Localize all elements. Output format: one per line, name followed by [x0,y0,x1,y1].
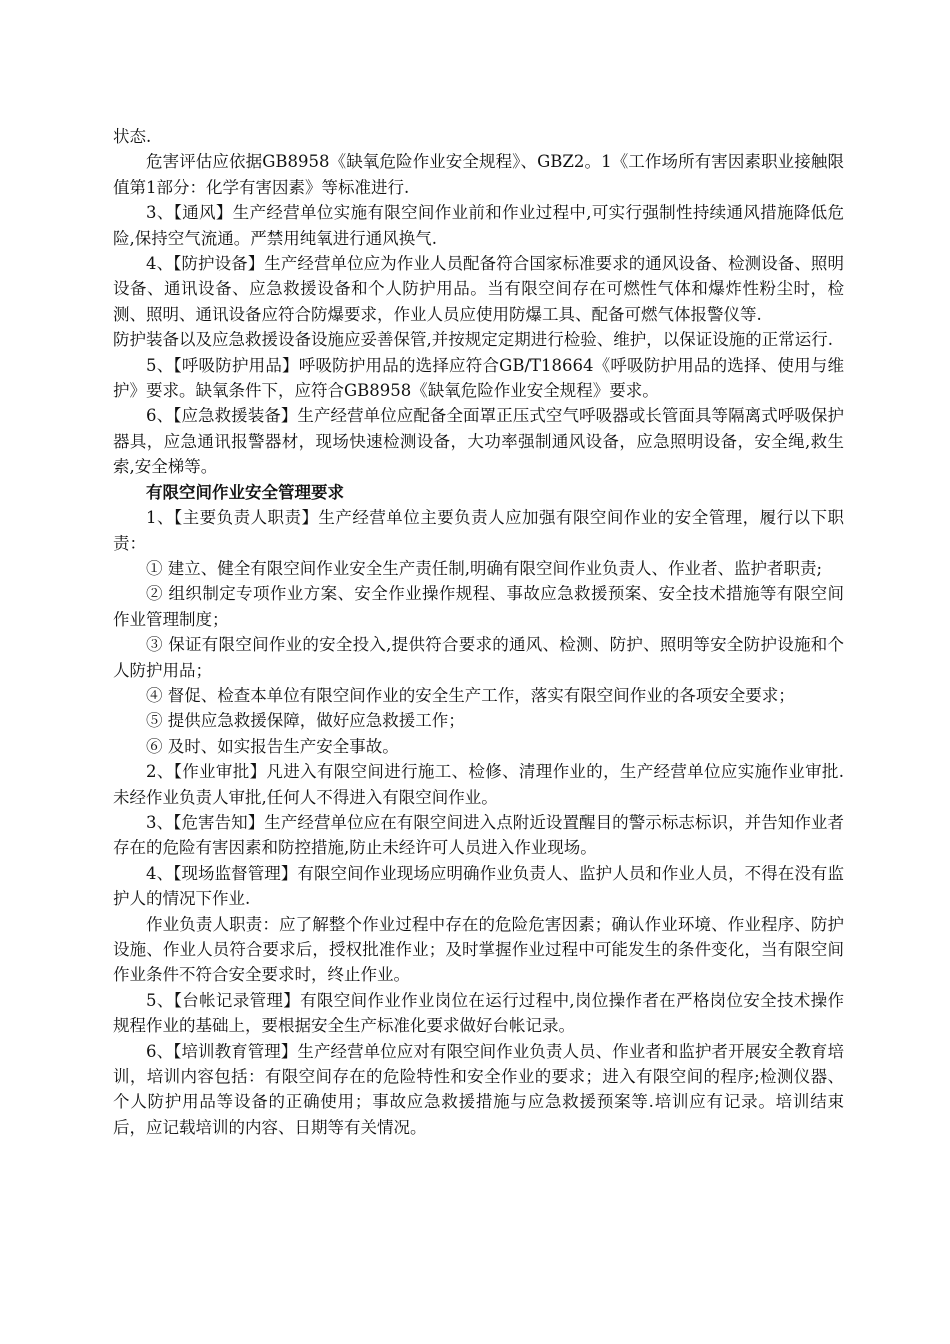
paragraph-hazard-assessment: 危害评估应依据GB8958《缺氧危险作业安全规程》、GBZ2。1《工作场所有害因素职业接触限值第1部分：化学有害因素》等标准进行. [113,152,844,197]
paragraph-equipment-maintenance: 防护装备以及应急救援设备设施应妥善保管,并按规定定期进行检验、维护，以保证设施的正常运行. [113,330,833,350]
paragraph-supervisor-duties: 作业负责人职责：应了解整个作业过程中存在的危险危害因素；确认作业环境、作业程序、防护设施、作业人员符合要求后，授权批准作业；及时掌握作业过程中可能发生的条件变化，当有限空间作业条件不符合安全要求时，终止作业。 [113,914,844,985]
paragraph-site-supervision: 4、【现场监督管理】有限空间作业现场应明确作业负责人、监护人员和作业人员，不得在没有监护人的情况下作业. [113,863,844,909]
paragraph-respiratory-protection: 5、【呼吸防护用品】呼吸防护用品的选择应符合GB/T18664《呼吸防护用品的选择、使用与维护》要求。缺氧条件下，应符合GB8958《缺氧危险作业安全规程》要求。 [113,355,844,401]
paragraph-hazard-notice: 3、【危害告知】生产经营单位应在有限空间进入点附近设置醒目的警示标志标识，并告知作业者存在的危险有害因素和防控措施,防止未经许可人员进入作业现场。 [113,812,844,858]
paragraph-ventilation: 3、【通风】生产经营单位实施有限空间作业前和作业过程中,可实行强制性持续通风措施降低危险,保持空气流通。严禁用纯氧进行通风换气. [113,203,844,248]
paragraph-training: 6、【培训教育管理】生产经营单位应对有限空间作业负责人员、作业者和监护者开展安全教育培训，培训内容包括：有限空间存在的危险特性和安全作业的要求；进入有限空间的程序;检测仪器、个人防护用品等设备的正确使用；事故应急救援措施与应急救援预案等.培训应有记录。培训结束后，应记载培训的内容、日期等有关情况。 [113,1041,844,1137]
section-heading: 有限空间作业安全管理要求 [146,482,344,502]
paragraph-continuation: 状态. [113,127,152,146]
list-item-duty-3: ③ 保证有限空间作业的安全投入,提供符合要求的通风、检测、防护、照明等安全防护设施和个人防护用品； [113,635,844,680]
document-page [113,124,844,1140]
paragraph-principal-duties: 1、【主要负责人职责】生产经营单位主要负责人应加强有限空间作业的安全管理，履行以下职责： [113,508,844,553]
list-item-duty-2: ② 组织制定专项作业方案、安全作业操作规程、事故应急救援预案、安全技术措施等有限空间作业管理制度； [113,584,844,629]
paragraph-emergency-equipment: 6、【应急救援装备】生产经营单位应配备全面罩正压式空气呼吸器或长管面具等隔离式呼吸保护器具，应急通讯报警器材，现场快速检测设备，大功率强制通风设备，应急照明设备，安全绳,救生索,安全梯等。 [113,406,844,477]
list-item-duty-4: ④ 督促、检查本单位有限空间作业的安全生产工作，落实有限空间作业的各项安全要求； [146,685,795,705]
list-item-duty-6: ⑥ 及时、如实报告生产安全事故。 [146,736,399,756]
paragraph-ledger-records: 5、【台帐记录管理】有限空间作业作业岗位在运行过程中,岗位操作者在严格岗位安全技术操作规程作业的基础上，要根据安全生产标准化要求做好台帐记录。 [113,990,844,1036]
list-item-duty-5: ⑤ 提供应急救援保障，做好应急救援工作； [146,711,465,731]
list-item-duty-1: ① 建立、健全有限空间作业安全生产责任制,明确有限空间作业负责人、作业者、监护者职责; [146,558,823,578]
paragraph-work-approval: 2、【作业审批】凡进入有限空间进行施工、检修、清理作业的，生产经营单位应实施作业审批.未经作业负责人审批,任何人不得进入有限空间作业。 [113,762,844,807]
paragraph-protective-equipment: 4、【防护设备】生产经营单位应为作业人员配备符合国家标准要求的通风设备、检测设备、照明设备、通讯设备、应急救援设备和个人防护用品。当有限空间存在可燃性气体和爆炸性粉尘时，检测、照明、通讯设备应符合防爆要求，作业人员应使用防爆工具、配备可燃气体报警仪等. [113,254,844,324]
